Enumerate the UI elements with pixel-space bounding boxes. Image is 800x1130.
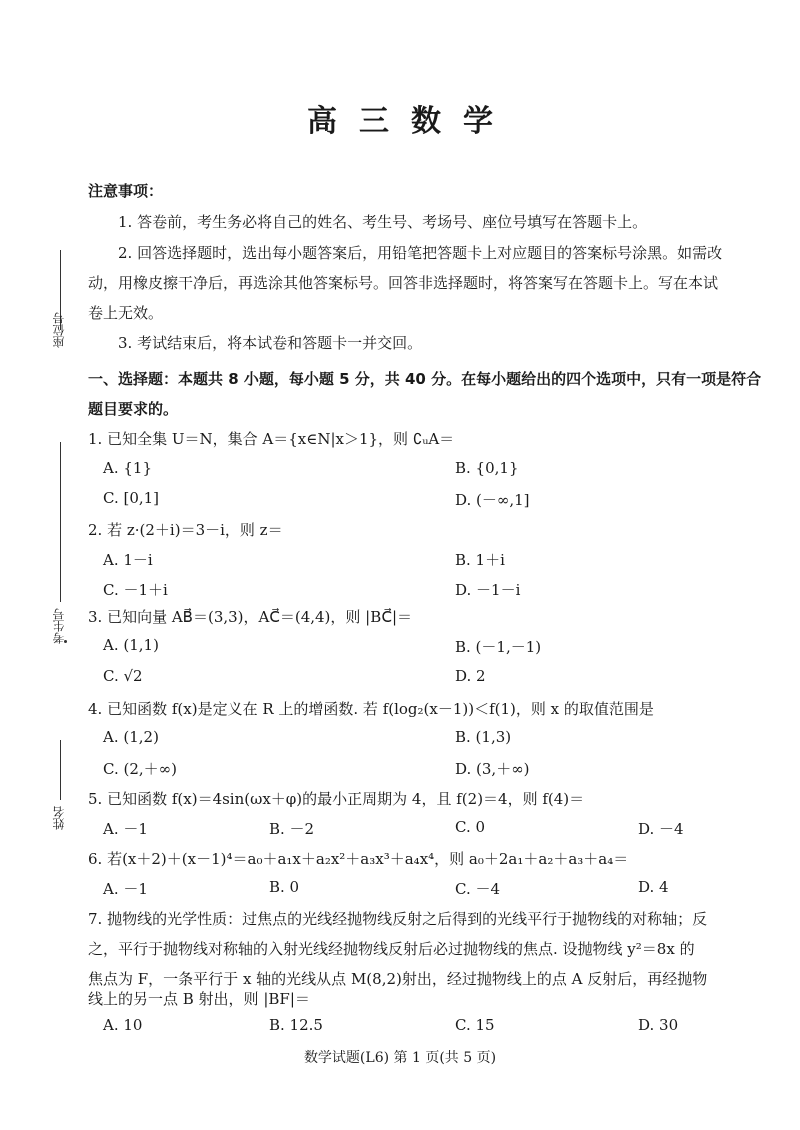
exam-number-line xyxy=(60,442,61,602)
question-5-option-d: D. －4 xyxy=(638,820,684,838)
section-heading: 一、选择题：本题共 8 小题，每小题 5 分，共 40 分。在每小题给出的四个选项中，只有一项是符合 xyxy=(88,370,762,388)
question-6-option-d: D. 4 xyxy=(638,878,669,896)
notice-item-2-cont: 动，用橡皮擦干净后，再选涂其他答案标号。回答非选择题时，将答案写在答题卡上。写在本试 xyxy=(88,274,719,292)
question-5-option-c: C. 0 xyxy=(455,818,486,836)
question-3-stem: 3. 已知向量 AB⃗＝(3,3)，AC⃗＝(4,4)，则 |BC⃗|＝ xyxy=(88,608,413,626)
question-7-stem-2: 之，平行于抛物线对称轴的入射光线经抛物线反射后必过抛物线的焦点. 设抛物线 y²＝8x 的 xyxy=(88,940,695,958)
question-7-option-d: D. 30 xyxy=(638,1016,679,1034)
question-1-option-c: C. [0,1] xyxy=(103,489,160,507)
question-2-option-b: B. 1＋i xyxy=(455,551,505,569)
question-2-option-c: C. －1＋i xyxy=(103,581,168,599)
question-6-stem: 6. 若(x＋2)＋(x－1)⁴＝a₀＋a₁x＋a₂x²＋a₃x³＋a₄x⁴，则 a₀＋2a₁＋a₂＋a₃＋a₄＝ xyxy=(88,850,629,868)
question-2-option-d: D. －1－i xyxy=(455,581,521,599)
notice-item-3: 3. 考试结束后，将本试卷和答题卡一并交回。 xyxy=(118,334,423,352)
notice-item-2-end: 卷上无效。 xyxy=(88,304,164,322)
question-4-stem: 4. 已知函数 f(x)是定义在 R 上的增函数. 若 f(log₂(x－1))＜f(1)，则 x 的取值范围是 xyxy=(88,700,654,718)
exam-number-label: 考生号 xyxy=(52,608,66,644)
question-4-option-a: A. (1,2) xyxy=(103,728,159,746)
question-5-option-a: A. －1 xyxy=(103,820,148,838)
question-6-option-c: C. －4 xyxy=(455,880,501,898)
question-1-option-a: A. {1} xyxy=(103,459,152,477)
notice-item-2: 2. 回答选择题时，选出每小题答案后，用铅笔把答题卡上对应题目的答案标号涂黑。如需改 xyxy=(118,244,723,262)
question-4-option-c: C. (2,＋∞) xyxy=(103,760,177,778)
name-label: 姓名 xyxy=(52,806,66,830)
question-6-option-b: B. 0 xyxy=(269,878,300,896)
question-7-option-c: C. 15 xyxy=(455,1016,495,1034)
question-4-option-d: D. (3,＋∞) xyxy=(455,760,530,778)
question-3-option-d: D. 2 xyxy=(455,667,486,685)
question-2-option-a: A. 1－i xyxy=(103,551,153,569)
notice-heading: 注意事项： xyxy=(88,182,164,200)
question-7-stem-4: 线上的另一点 B 射出，则 |BF|＝ xyxy=(88,990,310,1008)
question-5-stem: 5. 已知函数 f(x)＝4sin(ωx＋φ)的最小正周期为 4，且 f(2)＝4，则 f(4)＝ xyxy=(88,790,585,808)
notice-item-1: 1. 答卷前，考生务必将自己的姓名、考生号、考场号、座位号填写在答题卡上。 xyxy=(118,213,648,231)
question-7-option-a: A. 10 xyxy=(103,1016,143,1034)
question-7-option-b: B. 12.5 xyxy=(269,1016,323,1034)
name-line xyxy=(60,740,61,800)
page-title: 高三数学 xyxy=(307,104,515,139)
section-heading-cont: 题目要求的。 xyxy=(88,400,179,418)
question-3-option-a: A. (1,1) xyxy=(103,636,159,654)
question-4-option-b: B. (1,3) xyxy=(455,728,512,746)
question-6-option-a: A. －1 xyxy=(103,880,148,898)
seat-number-label: 座位号 xyxy=(52,312,66,348)
question-7-stem-1: 7. 抛物线的光学性质：过焦点的光线经抛物线反射之后得到的光线平行于抛物线的对称轴；反 xyxy=(88,910,708,928)
question-1-stem: 1. 已知全集 U＝N，集合 A＝{x∈N|x＞1}，则 ∁ᵤA＝ xyxy=(88,430,455,448)
page-footer: 数学试题(L6) 第 1 页(共 5 页) xyxy=(303,1050,497,1066)
question-1-option-d: D. (－∞,1] xyxy=(455,491,530,509)
question-7-stem-3: 焦点为 F，一条平行于 x 轴的光线从点 M(8,2)射出，经过抛物线上的点 A 反射后，再经抛物 xyxy=(88,970,708,988)
question-3-option-b: B. (－1,－1) xyxy=(455,638,542,656)
question-3-option-c: C. √2 xyxy=(103,667,143,685)
question-1-option-b: B. {0,1} xyxy=(455,459,519,477)
question-5-option-b: B. －2 xyxy=(269,820,315,838)
question-2-stem: 2. 若 z·(2＋i)＝3－i，则 z＝ xyxy=(88,521,283,539)
